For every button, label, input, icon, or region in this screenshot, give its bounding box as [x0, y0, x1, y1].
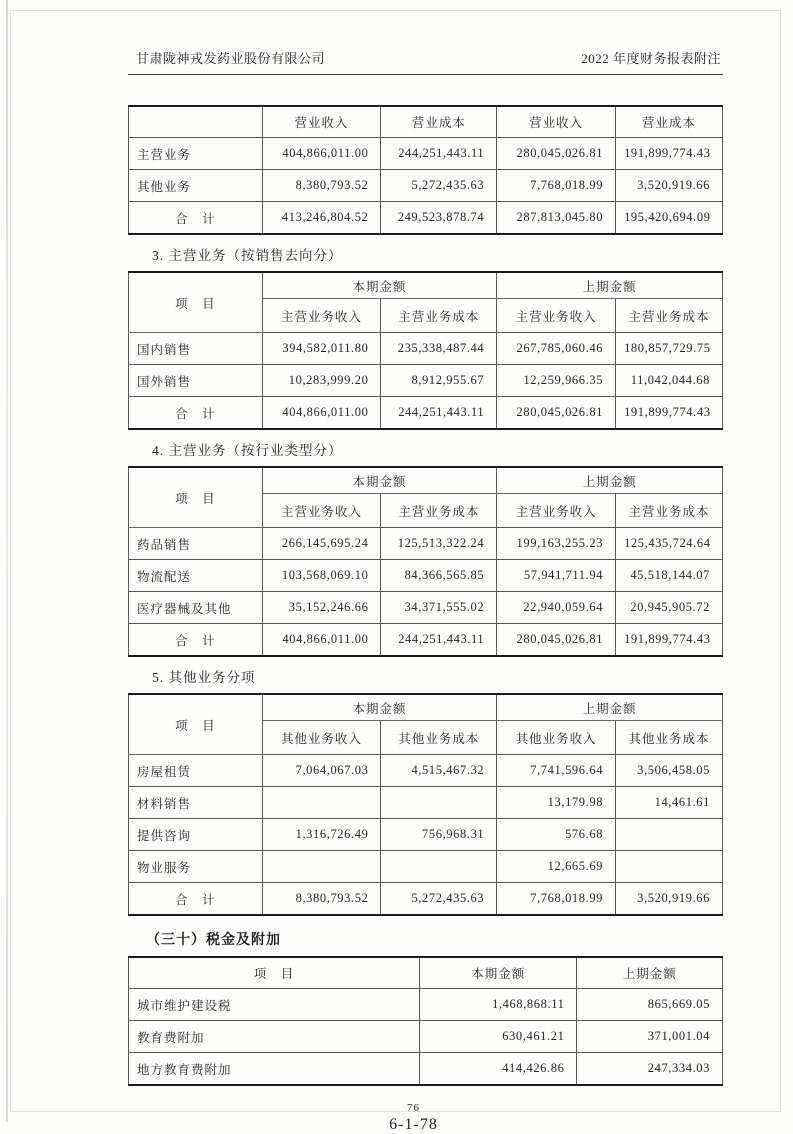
table-row [129, 365, 723, 397]
table-row [129, 528, 723, 560]
table-cell: 280,045,026.81 [497, 138, 616, 170]
section-heading-30: （三十）税金及附加 [146, 933, 281, 948]
table-cell: 5,272,435.63 [381, 170, 497, 202]
main-business-by-industry-table [128, 466, 723, 657]
table-row [129, 989, 723, 1021]
table-cell: 103,568,069.10 [262, 560, 381, 592]
table-cell: 84,366,565.85 [381, 560, 497, 592]
column-header: 营业收入 [262, 106, 381, 138]
column-header: 营业收入 [497, 106, 616, 138]
column-group-current: 本期金额 [262, 272, 497, 299]
column-group-current: 本期金额 [262, 694, 497, 721]
table-cell: 7,064,067.03 [262, 755, 381, 787]
column-group-prior: 上期金额 [497, 694, 723, 721]
table-cell: 249,523,878.74 [381, 202, 497, 235]
column-group-prior: 上期金额 [497, 467, 723, 494]
table-total-row [129, 397, 723, 430]
table-cell: 11,042,044.68 [616, 365, 723, 397]
column-header: 本期金额 [420, 957, 577, 989]
row-label: 国内销售 [129, 333, 263, 365]
table-cell: 7,768,018.99 [497, 170, 616, 202]
column-header: 其他业务成本 [381, 721, 497, 755]
table-cell: 14,461.61 [616, 787, 723, 819]
column-header: 主营业务收入 [497, 494, 616, 528]
table-cell: 244,251,443.11 [381, 624, 497, 657]
table-row [129, 819, 723, 851]
table-header-row [129, 694, 723, 721]
row-label: 提供咨询 [129, 819, 263, 851]
table-cell: 413,246,804.52 [262, 202, 381, 235]
table-row [129, 138, 723, 170]
column-header: 主营业务收入 [262, 299, 381, 333]
table-cell: 287,813,045.80 [497, 202, 616, 235]
table-header-row [129, 467, 723, 494]
row-label: 教育费附加 [129, 1021, 420, 1053]
table-cell: 404,866,011.00 [262, 397, 381, 430]
column-header-item: 项 目 [129, 957, 420, 989]
table-cell: 10,283,999.20 [262, 365, 381, 397]
table-header-row [129, 957, 723, 989]
column-header: 上期金额 [577, 957, 723, 989]
table-cell: 8,380,793.52 [262, 883, 381, 916]
column-group-current: 本期金额 [262, 467, 497, 494]
table-cell: 20,945,905.72 [616, 592, 723, 624]
table-total-row [129, 624, 723, 657]
table-row [129, 755, 723, 787]
column-header-item: 项 目 [129, 272, 263, 333]
row-label: 合 计 [129, 624, 263, 657]
table-cell: 371,001.04 [577, 1021, 723, 1053]
column-header-item: 项 目 [129, 467, 263, 528]
table-cell: 199,163,255.23 [497, 528, 616, 560]
table-header-row [129, 106, 723, 138]
table-cell: 34,371,555.02 [381, 592, 497, 624]
table-cell: 35,152,246.66 [262, 592, 381, 624]
column-header: 其他业务成本 [616, 721, 723, 755]
report-title: 2022 年度财务报表附注 [581, 51, 721, 66]
page-content [128, 0, 723, 1134]
column-header: 主营业务成本 [381, 494, 497, 528]
column-header: 主营业务成本 [381, 299, 497, 333]
table-row [129, 851, 723, 883]
table-cell: 13,179.98 [497, 787, 616, 819]
table-cell: 12,665.69 [497, 851, 616, 883]
table-cell: 244,251,443.11 [381, 138, 497, 170]
column-header-item: 项 目 [129, 694, 263, 755]
row-label: 药品销售 [129, 528, 263, 560]
table-cell [616, 819, 723, 851]
row-label: 其他业务 [129, 170, 263, 202]
row-label: 材料销售 [129, 787, 263, 819]
row-label: 医疗器械及其他 [129, 592, 263, 624]
table-cell: 414,426.86 [420, 1053, 577, 1086]
table-cell: 195,420,694.09 [616, 202, 723, 235]
table-cell: 4,515,467.32 [381, 755, 497, 787]
table-cell: 1,316,726.49 [262, 819, 381, 851]
column-header: 主营业务收入 [262, 494, 381, 528]
table-row [129, 592, 723, 624]
section-heading-4: 4. 主营业务（按行业类型分） [152, 443, 343, 458]
table-cell: 576.68 [497, 819, 616, 851]
table-cell [262, 851, 381, 883]
table-cell: 57,941,711.94 [497, 560, 616, 592]
table-cell [616, 851, 723, 883]
row-label: 主营业务 [129, 138, 263, 170]
table-header-row [129, 272, 723, 299]
column-header: 主营业务成本 [616, 299, 723, 333]
table-cell: 191,899,774.43 [616, 138, 723, 170]
table-row [129, 333, 723, 365]
column-header: 主营业务收入 [497, 299, 616, 333]
other-business-table [128, 693, 723, 916]
page-code: 6-1-78 [389, 1116, 438, 1133]
table-cell: 244,251,443.11 [381, 397, 497, 430]
table-row [129, 787, 723, 819]
table-cell: 7,741,596.64 [497, 755, 616, 787]
row-label: 国外销售 [129, 365, 263, 397]
table-cell: 756,968.31 [381, 819, 497, 851]
table-cell: 3,520,919.66 [616, 170, 723, 202]
table-cell: 404,866,011.00 [262, 624, 381, 657]
company-name: 甘肃陇神戎发药业股份有限公司 [136, 51, 326, 66]
section-heading-3: 3. 主营业务（按销售去向分） [152, 248, 343, 263]
row-label: 合 计 [129, 397, 263, 430]
column-group-prior: 上期金额 [497, 272, 723, 299]
document-header [128, 48, 723, 75]
column-header: 其他业务收入 [497, 721, 616, 755]
table-cell: 267,785,060.46 [497, 333, 616, 365]
table-cell: 125,513,322.24 [381, 528, 497, 560]
row-label: 物业服务 [129, 851, 263, 883]
row-label: 合 计 [129, 883, 263, 916]
table-cell: 394,582,011.80 [262, 333, 381, 365]
main-business-by-destination-table [128, 271, 723, 430]
table-cell: 191,899,774.43 [616, 397, 723, 430]
table-cell: 280,045,026.81 [497, 624, 616, 657]
table-row [129, 170, 723, 202]
table-cell: 280,045,026.81 [497, 397, 616, 430]
table-row [129, 560, 723, 592]
table-cell: 247,334.03 [577, 1053, 723, 1086]
table-cell: 404,866,011.00 [262, 138, 381, 170]
table-row [129, 1021, 723, 1053]
page-number: 76 [407, 1102, 420, 1114]
table-cell: 865,669.05 [577, 989, 723, 1021]
page-footer [116, 1102, 711, 1134]
table-cell: 630,461.21 [420, 1021, 577, 1053]
table-cell: 8,380,793.52 [262, 170, 381, 202]
table-total-row [129, 202, 723, 235]
table-cell: 235,338,487.44 [381, 333, 497, 365]
table-cell: 3,506,458.05 [616, 755, 723, 787]
column-header: 主营业务成本 [616, 494, 723, 528]
column-header: 营业成本 [381, 106, 497, 138]
row-label: 房屋租赁 [129, 755, 263, 787]
table-cell: 125,435,724.64 [616, 528, 723, 560]
table-cell: 7,768,018.99 [497, 883, 616, 916]
table-cell: 266,145,695.24 [262, 528, 381, 560]
table-cell [381, 787, 497, 819]
table-cell: 3,520,919.66 [616, 883, 723, 916]
table-row [129, 1053, 723, 1086]
table-cell: 5,272,435.63 [381, 883, 497, 916]
table-cell: 12,259,966.35 [497, 365, 616, 397]
table-cell: 191,899,774.43 [616, 624, 723, 657]
section-heading-5: 5. 其他业务分项 [152, 670, 256, 685]
table-cell [262, 787, 381, 819]
table-cell: 8,912,955.67 [381, 365, 497, 397]
table-cell: 22,940,059.64 [497, 592, 616, 624]
column-header: 其他业务收入 [262, 721, 381, 755]
table-cell-blank [129, 106, 263, 138]
row-label: 地方教育费附加 [129, 1053, 420, 1086]
column-header: 营业成本 [616, 106, 723, 138]
table-total-row [129, 883, 723, 916]
table-cell: 45,518,144.07 [616, 560, 723, 592]
taxes-surcharges-table [128, 956, 723, 1086]
business-summary-table [128, 105, 723, 235]
row-label: 城市维护建设税 [129, 989, 420, 1021]
row-label: 合 计 [129, 202, 263, 235]
row-label: 物流配送 [129, 560, 263, 592]
table-cell: 1,468,868.11 [420, 989, 577, 1021]
table-cell: 180,857,729.75 [616, 333, 723, 365]
table-cell [381, 851, 497, 883]
scan-edge-line [6, 0, 8, 1122]
